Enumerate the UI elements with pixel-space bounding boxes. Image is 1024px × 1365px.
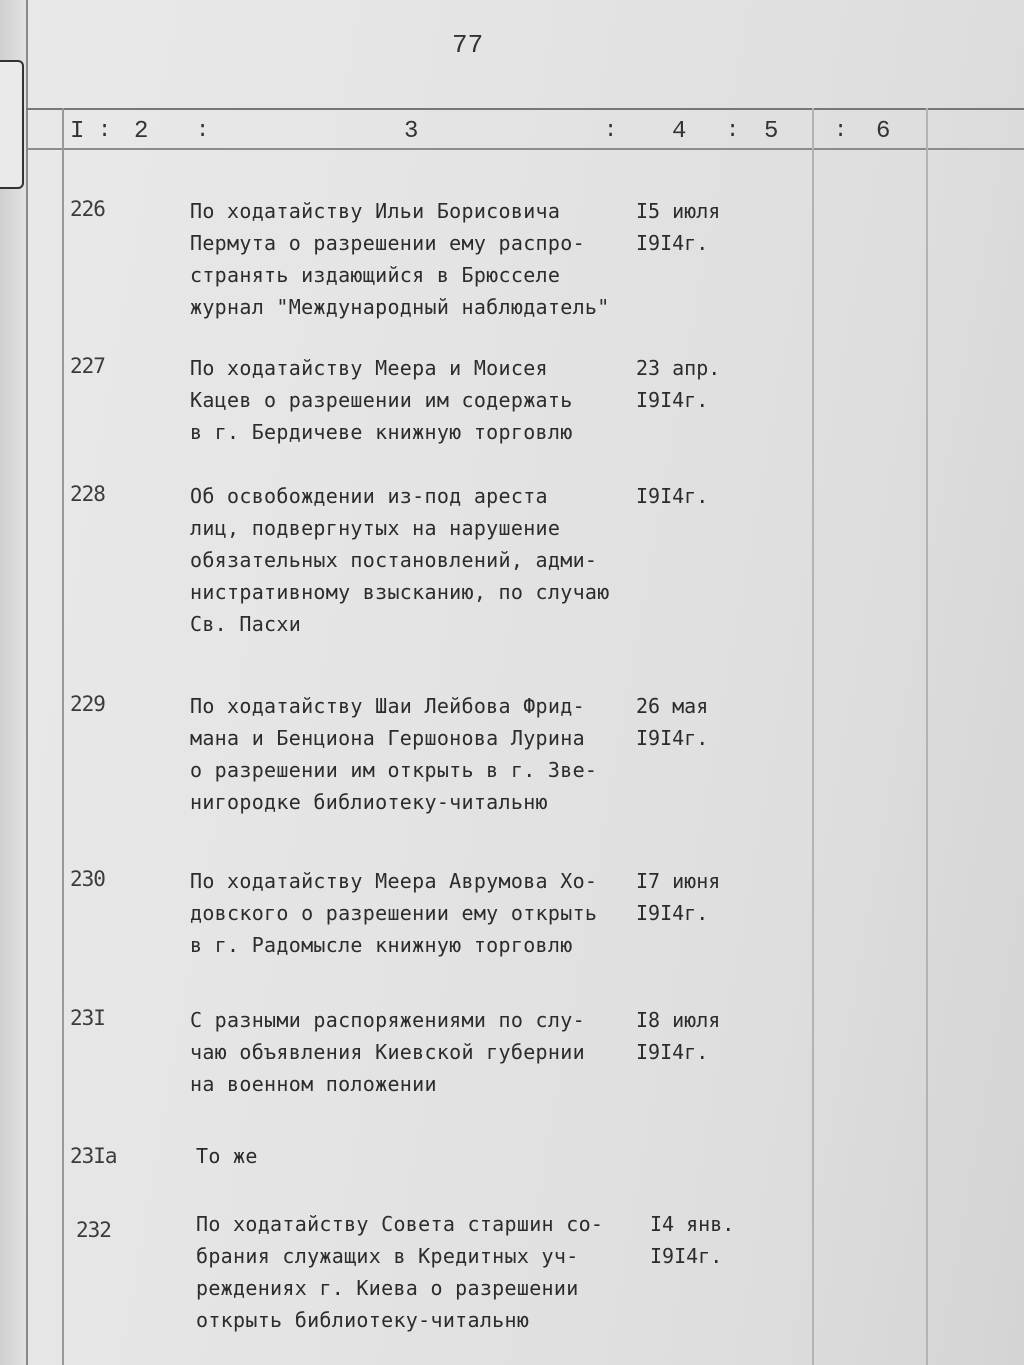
column-header-separator: :	[834, 118, 848, 143]
entry-title: То же	[196, 1144, 258, 1168]
entry-title: По ходатайству Шаи Лейбова Фрид- мана и Бенциона Гершонова Лурина о разрешении им открыть в г. Зве- нигородке библиотеку-читальню	[190, 694, 598, 814]
column-header-separator: :	[604, 118, 618, 143]
entry-date: 23 апр. I9I4г.	[636, 356, 721, 412]
binder-clip	[0, 60, 24, 189]
page-binding-edge	[0, 0, 28, 1365]
entry-date: I8 июля I9I4г.	[636, 1008, 721, 1064]
header-top-rule	[26, 108, 1024, 110]
entry-date: I9I4г.	[636, 484, 709, 508]
column-header-separator: :	[726, 118, 740, 143]
entry-title: С разными распоряжениями по слу- чаю объявления Киевской губернии на военном положении	[190, 1008, 585, 1096]
column-header-3: 3	[404, 118, 419, 145]
entry-title: По ходатайству Меера Аврумова Хо- довского о разрешении ему открыть в г. Радомысле книжную торговлю	[190, 869, 598, 957]
column-header-6: 6	[876, 118, 891, 145]
column-header-separator: :	[98, 118, 112, 143]
entry-number: 228	[70, 482, 105, 506]
column-header-separator: :	[196, 118, 210, 143]
entry-number: 230	[70, 867, 105, 891]
entry-date: I4 янв. I9I4г.	[650, 1212, 735, 1268]
column-header-2: 2	[134, 118, 149, 145]
column-divider	[926, 108, 928, 1365]
page-number: 77	[452, 30, 484, 60]
entry-number: 229	[70, 692, 105, 716]
column-divider	[62, 108, 64, 1365]
header-bottom-rule	[26, 148, 1024, 150]
column-header-1: I	[70, 118, 85, 145]
column-header-4: 4	[672, 118, 687, 145]
entry-title: Об освобождении из-под ареста лиц, подвергнутых на нарушение обязательных постановлений, адми- нистративному взысканию, по случаю Св. Пасхи	[190, 484, 610, 636]
column-header-5: 5	[764, 118, 779, 145]
entry-date: I5 июля I9I4г.	[636, 199, 721, 255]
entry-number: 23Iа	[70, 1144, 117, 1168]
entry-date: 26 мая I9I4г.	[636, 694, 709, 750]
entry-title: По ходатайству Ильи Борисовича Пермута о разрешении ему распро- странять издающийся в Брюсселе журнал "Международный наблюдатель"	[190, 199, 610, 319]
entry-number: 227	[70, 354, 105, 378]
entry-title: По ходатайству Совета старшин со- брания служащих в Кредитных уч- реждениях г. Киева о разрешении открыть библиотеку-читальню	[196, 1212, 604, 1332]
entry-number: 232	[76, 1218, 111, 1242]
entry-title: По ходатайству Меера и Моисея Кацев о разрешении им содержать в г. Бердичеве книжную торговлю	[190, 356, 573, 444]
entry-number: 226	[70, 197, 105, 221]
entry-date: I7 июня I9I4г.	[636, 869, 721, 925]
column-divider	[812, 108, 814, 1365]
entry-number: 23I	[70, 1006, 105, 1030]
